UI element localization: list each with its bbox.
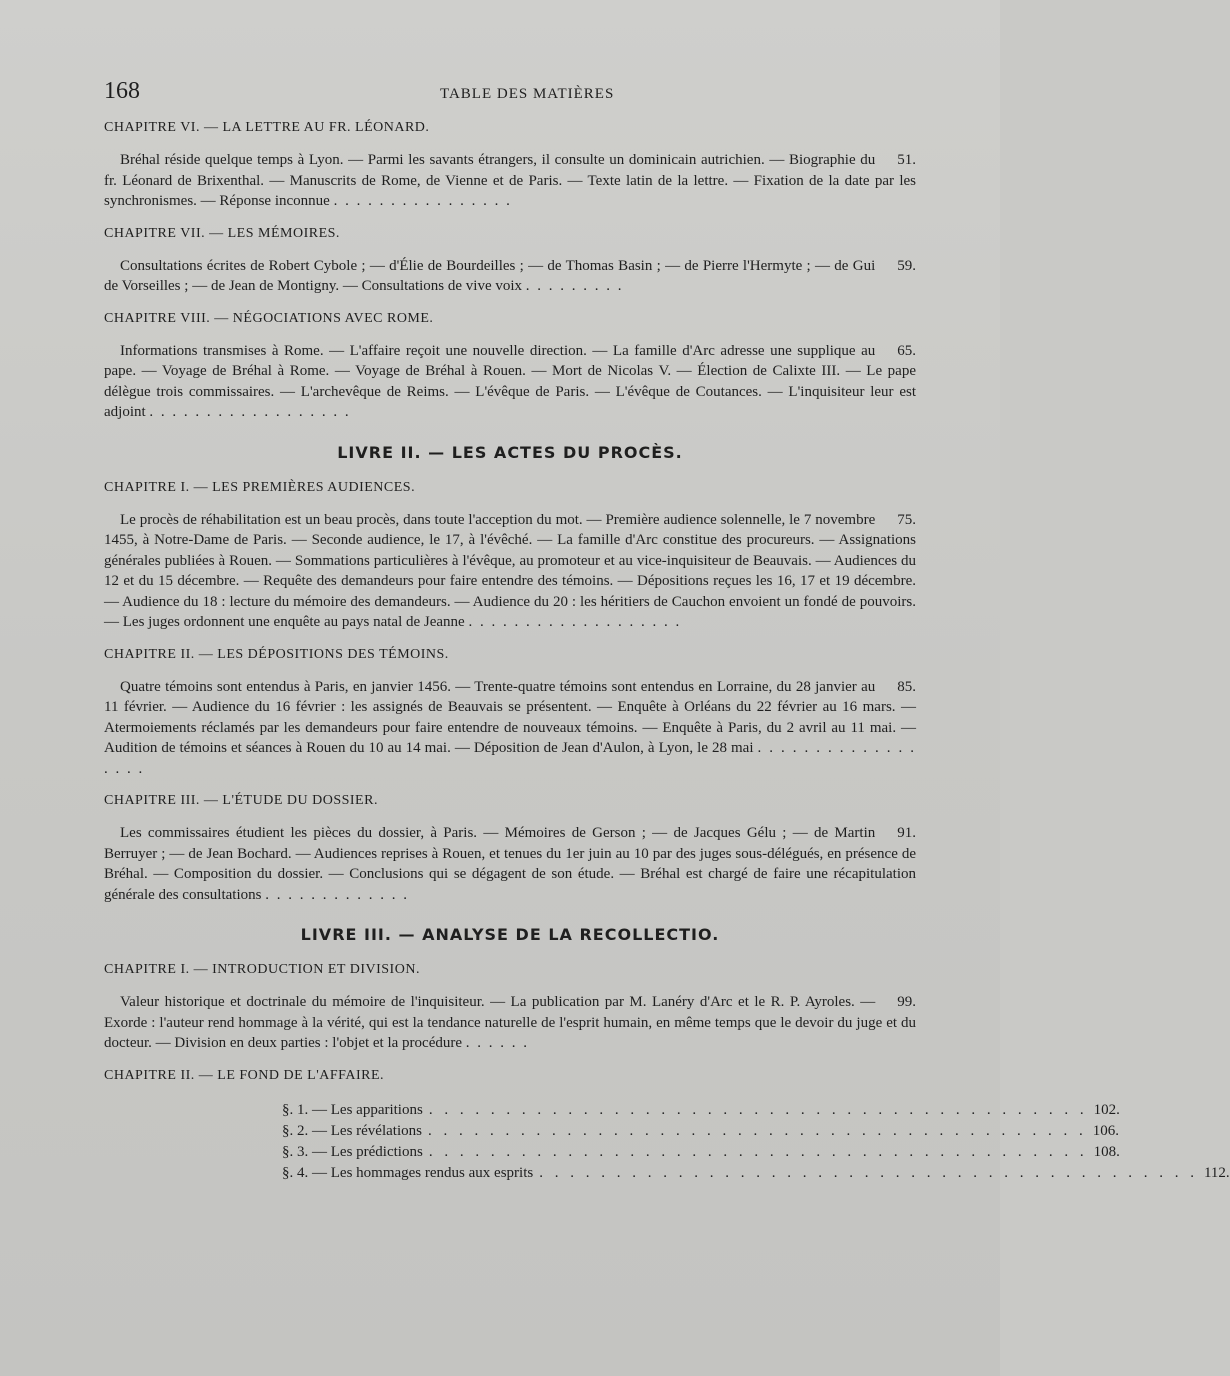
- section-label: §. 4. — Les hommages rendus aux esprits: [282, 1164, 534, 1181]
- section-page: 102.: [1093, 1101, 1120, 1118]
- chapter-vi-heading: CHAPITRE VI. — LA LETTRE AU FR. LÉONARD.: [104, 120, 430, 135]
- livre-ii-title: LIVRE II. — LES ACTES DU PROCÈS.: [337, 442, 683, 462]
- livre-ii-chapter-i-heading: CHAPITRE I. — LES PREMIÈRES AUDIENCES.: [104, 479, 416, 495]
- livre-ii-chapter-ii-heading: CHAPITRE II. — LES DÉPOSITIONS DES TÉMOINS.: [104, 646, 449, 662]
- chapter-viii-heading: CHAPITRE VIII. — NÉGOCIATIONS AVEC ROME.: [104, 310, 434, 326]
- section-item: §. 4. — Les hommages rendus aux esprits . . . . . . . . . . . . . . . . . . . . . . . . . . . . . . . . . . . . . . . . . . . 112.: [282, 1163, 904, 1184]
- chapter-vii-heading: CHAPITRE VII. — LES MÉMOIRES.: [104, 225, 340, 241]
- summary-text: Quatre témoins sont entendus à Paris, en janvier 1456. — Trente-quatre témoins sont entendus en Lorraine, du 28 janvier au 11 février. — Audience du 16 février : les assignés de Beauvais se présentent. — Enquête à Orléans du 22 février au 16 mars. — Atermoiements réclamés par les demandeurs pour faire entendre de nouveaux témoins. — Enquête à Paris, du 2 avril au 11 mai. — Audition de témoins et séances à Rouen du 10 au 14 mai. — Déposition de Jean d'Aulon, à Lyon, le 28 mai: [104, 678, 916, 756]
- livre-iii-chapter-i-heading: CHAPITRE I. — INTRODUCTION ET DIVISION.: [104, 962, 420, 977]
- section-item: §. 1. — Les apparitions . . . . . . . . . . . . . . . . . . . . . . . . . . . . . . . . . . . . . . . . . . . 102.: [282, 1100, 904, 1121]
- page-number: 168: [104, 78, 140, 104]
- livre-ii-chapter-iii-summary: 91. Les commissaires étudient les pièces du dossier, à Paris. — Mémoires de Gerson ; — de Jacques Gélu ; — de Martin Berruyer ; — de Jean Bochard. — Audiences reprises à Rouen, et tenues du 1er juin au 10 par des juges sous-délégués, en présence de Bréhal. — Composition du dossier. — Conclusions qui se dégagent de son étude. — Bréhal est chargé de faire une récapitulation générale des consultations . . . . . . . . . . . . .: [104, 825, 916, 903]
- chapter-vii-summary: 59. Consultations écrites de Robert Cybole ; — d'Élie de Bourdeilles ; — de Thomas Basin ; — de Pierre l'Hermyte ; — de Gui de Vorseilles ; — de Jean de Montigny. — Consultations de vive voix . . . . . . . . .: [104, 257, 916, 294]
- page-header: [104, 78, 916, 108]
- page-ref: 91.: [897, 825, 916, 841]
- section-item: §. 2. — Les révélations . . . . . . . . . . . . . . . . . . . . . . . . . . . . . . . . . . . . . . . . . . . 106.: [282, 1121, 904, 1142]
- summary-text: Bréhal réside quelque temps à Lyon. — Parmi les savants étrangers, il consulte un dominicain autrichien. — Biographie du fr. Léonard de Brixenthal. — Manuscrits de Rome, de Vienne et de Paris. — Texte latin de la lettre. — Fixation de la date par les synchronismes. — Réponse inconnue: [104, 152, 916, 209]
- summary-text: Valeur historique et doctrinale du mémoire de l'inquisiteur. — La publication par M. Lanéry d'Arc et le R. P. Ayroles. — Exorde : l'auteur rend hommage à la vérité, qui est la tendance naturelle de l'esprit humain, en même temps que le devoir du juge et du docteur. — Division en deux parties : l'objet et la procédure: [104, 994, 916, 1051]
- section-page: 108.: [1093, 1143, 1120, 1160]
- summary-text: Les commissaires étudient les pièces du dossier, à Paris. — Mémoires de Gerson ; — de Jacques Gélu ; — de Martin Berruyer ; — de Jean Bochard. — Audiences reprises à Rouen, et tenues du 1er juin au 10 par des juges sous-délégués, en présence de Bréhal. — Composition du dossier. — Conclusions qui se dégagent de son étude. — Bréhal est chargé de faire une récapitulation générale des consultations: [104, 825, 916, 903]
- page-ref: 51.: [897, 152, 916, 168]
- running-title: TABLE DES MATIÈRES: [440, 86, 615, 102]
- livre-ii-chapter-i-summary: 75. Le procès de réhabilitation est un beau procès, dans toute l'acception du mot. — Première audience solennelle, le 7 novembre 1455, à Notre-Dame de Paris. — Seconde audience, le 17, à l'évêché. — La famille d'Arc constitue des procureurs. — Assignations générales publiées à Rouen. — Sommations particulières à l'évêque, au promoteur et au vice-inquisiteur de Beauvais. — Audiences du 12 et du 15 décembre. — Requête des demandeurs pour faire entendre des témoins. — Dépositions reçues les 16, 17 et 19 décembre. — Audience du 18 : lecture du mémoire des demandeurs. — Audience du 20 : les héritiers de Cauchon envoient un fondé de pouvoirs. — Les juges ordonnent une enquête au pays natal de Jeanne . . . . . . . . . . . . . . . . . . .: [104, 511, 916, 630]
- livre-ii-chapter-ii-summary: 85. Quatre témoins sont entendus à Paris, en janvier 1456. — Trente-quatre témoins sont entendus en Lorraine, du 28 janvier au 11 février. — Audience du 16 février : les assignés de Beauvais se présentent. — Enquête à Orléans du 22 février au 16 mars. — Atermoiements réclamés par les demandeurs pour faire entendre de nouveaux témoins. — Enquête à Paris, du 2 avril au 11 mai. — Audition de témoins et séances à Rouen du 10 au 14 mai. — Déposition de Jean d'Aulon, à Lyon, le 28 mai . . . . . . . . . . . . . . . . . .: [104, 678, 916, 777]
- summary-text: Le procès de réhabilitation est un beau procès, dans toute l'acception du mot. — Première audience solennelle, le 7 novembre 1455, à Notre-Dame de Paris. — Seconde audience, le 17, à l'évêché. — La famille d'Arc constitue des procureurs. — Assignations générales publiées à Rouen. — Sommations particulières à l'évêque, au promoteur et au vice-inquisiteur de Beauvais. — Audiences du 12 et du 15 décembre. — Requête des demandeurs pour faire entendre des témoins. — Dépositions reçues les 16, 17 et 19 décembre. — Audience du 18 : lecture du mémoire des demandeurs. — Audience du 20 : les héritiers de Cauchon envoient un fondé de pouvoirs. — Les juges ordonnent une enquête au pays natal de Jeanne: [104, 511, 916, 630]
- page-ref: 59.: [897, 257, 916, 274]
- table-of-contents: [104, 118, 1230, 1184]
- livre-ii-chapter-iii-heading: CHAPITRE III. — L'ÉTUDE DU DOSSIER.: [104, 793, 378, 808]
- page-ref: 85.: [897, 678, 916, 695]
- chapter-vi-summary: 51. Bréhal réside quelque temps à Lyon. — Parmi les savants étrangers, il consulte un dominicain autrichien. — Biographie du fr. Léonard de Brixenthal. — Manuscrits de Rome, de Vienne et de Paris. — Texte latin de la lettre. — Fixation de la date par les synchronismes. — Réponse inconnue . . . . . . . . . . . . . . . .: [104, 152, 916, 209]
- section-label: §. 1. — Les apparitions: [282, 1101, 423, 1118]
- livre-iii-chapter-ii-heading: CHAPITRE II. — LE FOND DE L'AFFAIRE.: [104, 1067, 385, 1083]
- section-label: §. 3. — Les prédictions: [282, 1143, 423, 1160]
- chapter-viii-summary: 65. Informations transmises à Rome. — L'affaire reçoit une nouvelle direction. — La famille d'Arc adresse une supplique au pape. — Voyage de Bréhal à Rome. — Voyage de Bréhal à Rouen. — Mort de Nicolas V. — Élection de Calixte III. — Le pape délègue trois commissaires. — L'archevêque de Reims. — L'évêque de Paris. — L'évêque de Coutances. — L'inquisiteur leur est adjoint . . . . . . . . . . . . . . . . . .: [104, 342, 916, 420]
- summary-text: Consultations écrites de Robert Cybole ; — d'Élie de Bourdeilles ; — de Thomas Basin ; — de Pierre l'Hermyte ; — de Gui de Vorseilles ; — de Jean de Montigny. — Consultations de vive voix: [104, 257, 876, 294]
- livre-iii-title: LIVRE III. — ANALYSE DE LA RECOLLECTIO.: [300, 925, 720, 944]
- section-label: §. 2. — Les révélations: [282, 1122, 422, 1139]
- section-list: [282, 1100, 1230, 1184]
- summary-text: Informations transmises à Rome. — L'affaire reçoit une nouvelle direction. — La famille d'Arc adresse une supplique au pape. — Voyage de Bréhal à Rome. — Voyage de Bréhal à Rouen. — Mort de Nicolas V. — Élection de Calixte III. — Le pape délègue trois commissaires. — L'archevêque de Reims. — L'évêque de Paris. — L'évêque de Coutances. — L'inquisiteur leur est adjoint: [104, 342, 916, 420]
- section-item: §. 3. — Les prédictions . . . . . . . . . . . . . . . . . . . . . . . . . . . . . . . . . . . . . . . . . . . 108.: [282, 1142, 904, 1163]
- section-page: 112.: [1203, 1164, 1230, 1181]
- page-ref: 75.: [897, 511, 916, 528]
- section-page: 106.: [1092, 1122, 1119, 1139]
- page-ref: 65.: [897, 342, 916, 359]
- livre-iii-chapter-i-summary: 99. Valeur historique et doctrinale du mémoire de l'inquisiteur. — La publication par M. Lanéry d'Arc et le R. P. Ayroles. — Exorde : l'auteur rend hommage à la vérité, qui est la tendance naturelle de l'esprit humain, en même temps que le devoir du juge et du docteur. — Division en deux parties : l'objet et la procédure . . . . . .: [104, 994, 916, 1051]
- page-ref: 99.: [897, 994, 916, 1010]
